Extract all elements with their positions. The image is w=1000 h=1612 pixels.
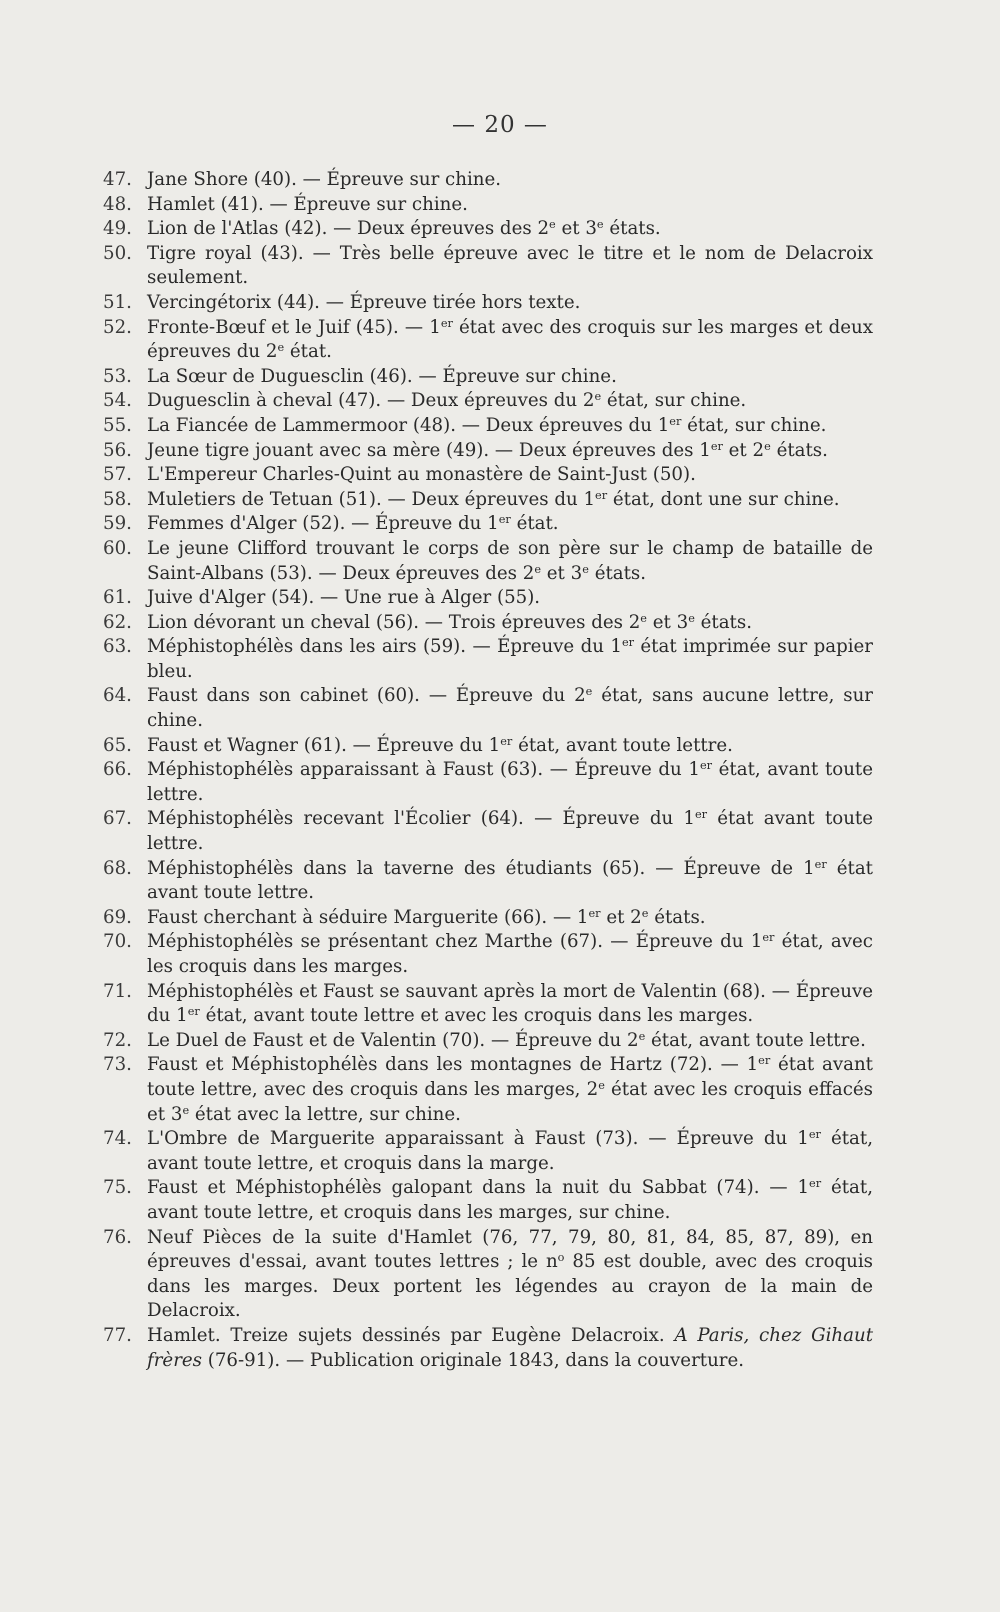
- entry-text: Jeune tigre jouant avec sa mère (49). — Deux épreuves des 1er et 2e états.: [147, 439, 828, 461]
- entry-text: Muletiers de Tetuan (51). — Deux épreuves du 1er état, dont une sur chine.: [147, 488, 840, 510]
- entry-text: Neuf Pièces de la suite d'Hamlet (76, 77, 79, 80, 81, 84, 85, 87, 89), en épreuves d'essai, avant toutes lettres ; le $n^o$ 85 est double, avec des croquis dans les marges. Deux portent les légendes au crayon de la main de Delacroix.: [147, 1226, 873, 1322]
- catalogue-entry: [103, 389, 873, 414]
- entry-text: Juive d'Alger (54). — Une rue à Alger (55).: [147, 587, 541, 609]
- entry-number: 53.: [103, 365, 132, 387]
- entry-number: 73.: [103, 1054, 132, 1076]
- catalogue-entry: [103, 463, 873, 488]
- entry-number: 50.: [103, 242, 132, 264]
- entry-text: Le jeune Clifford trouvant le corps de son père sur le champ de bataille de Saint-Albans (53). — Deux épreuves des 2e et 3e états.: [147, 537, 873, 584]
- entry-number: 59.: [103, 513, 132, 535]
- entry-text: Méphistophélès dans la taverne des étudiants (65). — Épreuve de 1er état avant toute lettre.: [147, 857, 873, 904]
- catalogue-entry: [103, 930, 873, 979]
- entry-text: Duguesclin à cheval (47). — Deux épreuves du 2e état, sur chine.: [147, 390, 747, 412]
- catalogue-entry: [103, 807, 873, 856]
- catalogue-entry: [103, 365, 873, 390]
- entry-text: Faust cherchant à séduire Marguerite (66). — 1er et 2e états.: [147, 906, 706, 928]
- entry-number: 64.: [103, 685, 132, 707]
- catalogue-entry: [103, 1029, 873, 1054]
- catalogue-entry: [103, 316, 873, 365]
- entry-number: 74.: [103, 1128, 132, 1150]
- entry-text: Lion dévorant un cheval (56). — Trois épreuves des 2e et 3e états.: [147, 611, 752, 633]
- entry-text: Méphistophélès apparaissant à Faust (63). — Épreuve du 1er état, avant toute lettre.: [147, 759, 873, 805]
- entry-text: Fronte-Bœuf et le Juif (45). — 1er état avec des croquis sur les marges et deux épreuves du 2e état.: [147, 316, 873, 363]
- entry-number: 62.: [103, 611, 132, 633]
- entry-number: 70.: [103, 931, 132, 953]
- catalogue-entry: [103, 537, 873, 586]
- catalogue-entry: [103, 758, 873, 807]
- catalogue-entry: [103, 414, 873, 439]
- catalogue-entry-list: [103, 168, 873, 1373]
- catalogue-entry: [103, 193, 873, 218]
- entry-text: Hamlet (41). — Épreuve sur chine.: [147, 193, 468, 215]
- catalogue-entry: [103, 1053, 873, 1127]
- catalogue-entry: [103, 635, 873, 684]
- entry-text: L'Ombre de Marguerite apparaissant à Faust (73). — Épreuve du 1er état, avant toute lettre, et croquis dans la marge.: [147, 1127, 873, 1174]
- entry-number: 47.: [103, 169, 132, 190]
- entry-text: Méphistophélès se présentant chez Marthe (67). — Épreuve du 1er état, avec les croquis dans les marges.: [147, 931, 873, 977]
- entry-number: 54.: [103, 390, 132, 412]
- entry-number: 48.: [103, 193, 132, 215]
- catalogue-entry: [103, 980, 873, 1029]
- catalogue-entry: [103, 684, 873, 733]
- entry-text: Femmes d'Alger (52). — Épreuve du 1er état.: [147, 513, 559, 535]
- entry-text: Hamlet. Treize sujets dessinés par Eugène Delacroix. A Paris, chez Gihaut frères (76-91). — Publication originale 1843, dans la couverture.: [147, 1324, 873, 1371]
- catalogue-entry: [103, 291, 873, 316]
- entry-text: La Sœur de Duguesclin (46). — Épreuve sur chine.: [147, 365, 617, 387]
- entry-text: Lion de l'Atlas (42). — Deux épreuves des 2e et 3e états.: [147, 217, 661, 240]
- entry-number: 52.: [103, 316, 132, 338]
- entry-text: Jane Shore (40). — Épreuve sur chine.: [147, 169, 502, 190]
- entry-number: 66.: [103, 759, 132, 781]
- entry-text: Tigre royal (43). — Très belle épreuve avec le titre et le nom de Delacroix seulement.: [147, 242, 873, 289]
- catalogue-entry: [103, 242, 873, 291]
- entry-text: Méphistophélès dans les airs (59). — Épreuve du 1er état imprimée sur papier bleu.: [147, 636, 873, 682]
- entry-text: Le Duel de Faust et de Valentin (70). — Épreuve du 2e état, avant toute lettre.: [147, 1029, 866, 1051]
- catalogue-entry: [103, 906, 873, 931]
- entry-number: 60.: [103, 537, 132, 559]
- entry-number: 71.: [103, 980, 132, 1002]
- entry-number: 49.: [103, 218, 132, 240]
- entry-number: 51.: [103, 291, 132, 313]
- entry-number: 75.: [103, 1177, 132, 1199]
- entry-text: Méphistophélès et Faust se sauvant après la mort de Valentin (68). — Épreuve du 1er état, avant toute lettre et avec les croquis dans les marges.: [147, 980, 873, 1027]
- entry-number: 55.: [103, 414, 132, 436]
- entry-number: 57.: [103, 464, 132, 486]
- entry-number: 58.: [103, 488, 132, 510]
- catalogue-entry: [103, 439, 873, 464]
- catalogue-entry: [103, 857, 873, 906]
- catalogue-entry: [103, 1127, 873, 1176]
- entry-text: La Fiancée de Lammermoor (48). — Deux épreuves du 1er état, sur chine.: [147, 414, 827, 436]
- catalogue-entry: [103, 1324, 873, 1373]
- catalogue-entry: [103, 488, 873, 513]
- catalogue-entry: [103, 1226, 873, 1324]
- catalogue-entry: [103, 1176, 873, 1225]
- entry-text: Faust dans son cabinet (60). — Épreuve du 2e état, sans aucune lettre, sur chine.: [147, 685, 874, 732]
- catalogue-entry: [103, 586, 873, 611]
- entry-number: 77.: [103, 1324, 132, 1346]
- entry-text: Vercingétorix (44). — Épreuve tirée hors texte.: [147, 291, 581, 313]
- page-number: — 20 —: [452, 112, 548, 138]
- catalogue-entry: [103, 734, 873, 759]
- entry-number: 67.: [103, 808, 132, 830]
- entry-number: 61.: [103, 587, 132, 609]
- entry-text: Faust et Méphistophélès galopant dans la nuit du Sabbat (74). — 1er état, avant toute lettre, et croquis dans les marges, sur chine.: [147, 1177, 873, 1223]
- catalogue-entry: [103, 217, 873, 242]
- entry-number: 63.: [103, 636, 132, 658]
- catalogue-entry: [103, 611, 873, 636]
- entry-number: 68.: [103, 857, 132, 879]
- entry-number: 72.: [103, 1029, 132, 1051]
- catalogue-entry: [103, 512, 873, 537]
- entry-number: 69.: [103, 906, 132, 928]
- entry-number: 76.: [103, 1226, 132, 1248]
- entry-number: 65.: [103, 734, 132, 756]
- catalogue-entry: [103, 168, 873, 193]
- entry-text: Méphistophélès recevant l'Écolier (64). — Épreuve du 1er état avant toute lettre.: [147, 808, 873, 855]
- entry-text: L'Empereur Charles-Quint au monastère de Saint-Just (50).: [147, 464, 696, 486]
- entry-number: 56.: [103, 439, 132, 461]
- entry-text: Faust et Wagner (61). — Épreuve du 1er état, avant toute lettre.: [147, 734, 733, 756]
- entry-text: Faust et Méphistophélès dans les montagnes de Hartz (72). — 1er état avant toute lettre, avec des croquis dans les marges, 2e état avec les croquis effacés et 3e état avec la lettre, sur chine.: [147, 1054, 873, 1125]
